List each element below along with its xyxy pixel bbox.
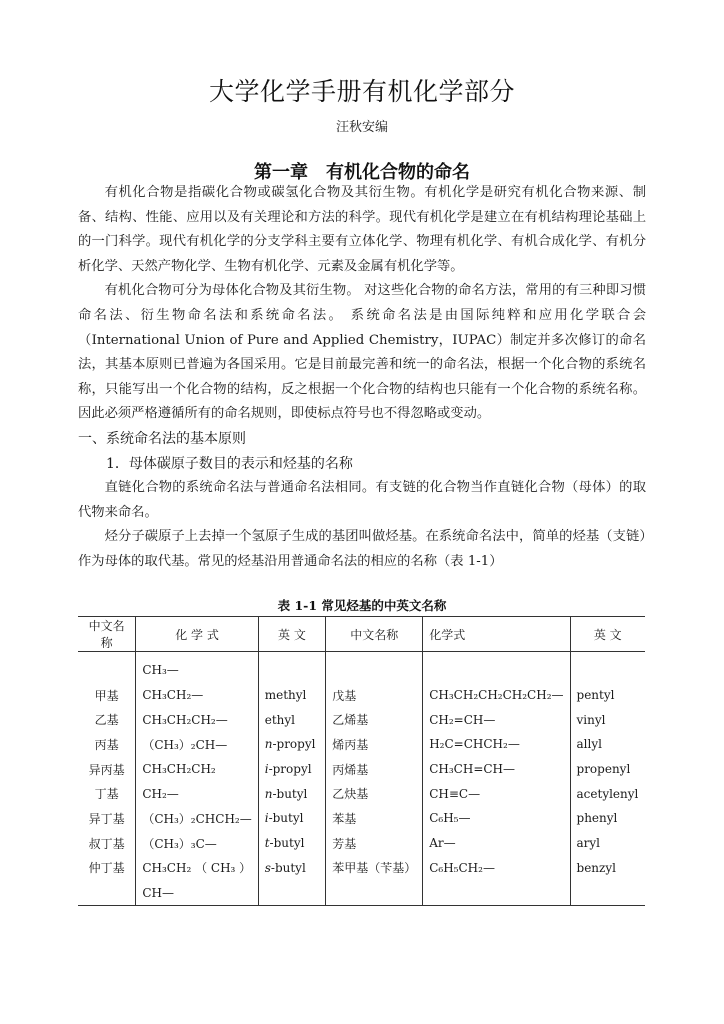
- cn-name-cell: 异丁基: [88, 811, 125, 826]
- formula-cell: CH₂=CH—: [423, 707, 570, 732]
- formula-cell: [423, 652, 570, 683]
- formula-cell: [423, 880, 570, 905]
- formula-cell: H₂C=CHCH₂—: [423, 732, 570, 757]
- formula-cell: CH₃CH₂ （ CH₃ ）: [136, 856, 258, 881]
- english-name-cell: s-butyl: [258, 856, 325, 881]
- formula-cell: （CH₃）₃C—: [136, 831, 258, 856]
- english-name-cell: t-butyl: [258, 831, 325, 856]
- cn-name-cell: [78, 652, 136, 683]
- cn-name-cell: 乙烯基: [326, 707, 423, 732]
- table-row: [78, 707, 645, 732]
- formula-cell: CH—: [136, 880, 258, 905]
- english-name-cell: methyl: [258, 683, 325, 708]
- english-name-cell: i-butyl: [258, 806, 325, 831]
- table-row: [78, 683, 645, 708]
- formula-cell: CH₃CH₂CH₂CH₂CH₂—: [423, 683, 570, 708]
- formula-cell: CH₃CH₂CH₂: [136, 757, 258, 782]
- formula-cell: （CH₃）₂CHCH₂—: [136, 806, 258, 831]
- english-name-cell: [570, 880, 645, 905]
- english-name-cell: [258, 652, 325, 683]
- formula-cell: （CH₃）₂CH—: [136, 732, 258, 757]
- english-name-cell: [258, 880, 325, 905]
- subsection-heading: 1．母体碳原子数目的表示和烃基的名称: [106, 455, 353, 472]
- cn-name-cell: 丙烯基: [326, 757, 423, 782]
- english-name-cell: aryl: [570, 831, 645, 856]
- table-row: [78, 781, 645, 806]
- table-caption: 表 1-1 常见烃基的中英文名称: [277, 598, 447, 613]
- cn-name-cell: 乙炔基: [326, 781, 423, 806]
- cn-name-cell: 仲丁基: [88, 861, 125, 876]
- chapter-title: 第一章 有机化合物的命名: [254, 162, 470, 183]
- paragraph: 有机化合物是指碳化合物或碳氢化合物及其衍生物。有机化学是研究有机化合物来源、制备、结构、性能、应用以及有关理论和方法的科学。现代有机化学是建立在有机结构理论基础上的一门科学。现代有机化学的分支学科主要有立体化学、物理有机化学、有机合成化学、有机分析化学、天然产物化学、生物有机化学、元素及金属有机化学等。: [78, 185, 646, 274]
- cn-name-cell: 烯丙基: [326, 732, 423, 757]
- column-header: 英 文: [570, 617, 645, 652]
- cn-name-cell: 丙基: [94, 737, 119, 752]
- cn-name-cell: 苯基: [326, 806, 423, 831]
- table-row: [78, 856, 645, 881]
- table-row: [78, 806, 645, 831]
- cn-name-cell: 苯甲基（苄基）: [326, 856, 423, 881]
- english-name-cell: n-butyl: [258, 781, 325, 806]
- formula-cell: CH₃—: [136, 652, 258, 683]
- cn-name-cell: 芳基: [326, 831, 423, 856]
- column-header: 化 学 式: [136, 617, 258, 652]
- column-header: 化学式: [423, 617, 570, 652]
- table-row: [78, 652, 645, 683]
- english-name-cell: vinyl: [570, 707, 645, 732]
- english-name-cell: i-propyl: [258, 757, 325, 782]
- cn-name-cell: [326, 652, 423, 683]
- english-name-cell: n-propyl: [258, 732, 325, 757]
- english-name-cell: acetylenyl: [570, 781, 645, 806]
- cn-name-cell: 叔丁基: [88, 836, 125, 851]
- cn-name-cell: 甲基: [94, 688, 119, 703]
- formula-cell: C₆H₅CH₂—: [423, 856, 570, 881]
- formula-cell: C₆H₅—: [423, 806, 570, 831]
- cn-name-cell: [78, 880, 136, 905]
- alkyl-names-table: [78, 616, 645, 906]
- table-row: [78, 732, 645, 757]
- formula-cell: Ar—: [423, 831, 570, 856]
- english-name-cell: pentyl: [570, 683, 645, 708]
- english-name-cell: propenyl: [570, 757, 645, 782]
- section-heading: 一、系统命名法的基本原则: [78, 430, 246, 447]
- cn-name-cell: 异丙基: [88, 762, 125, 777]
- paragraph: 直链化合物的系统命名法与普通命名法相同。有支链的化合物当作直链化合物（母体）的取代物来命名。: [78, 480, 646, 520]
- column-header: 中文名称: [326, 617, 423, 652]
- cn-name-cell: 丁基: [94, 787, 119, 802]
- formula-cell: CH₃CH₂—: [136, 683, 258, 708]
- formula-cell: CH₂—: [136, 781, 258, 806]
- paragraph: 烃分子碳原子上去掉一个氢原子生成的基团叫做烃基。在系统命名法中，简单的烃基（支链）作为母体的取代基。常见的烃基沿用普通命名法的相应的名称（表 1-1）: [78, 529, 646, 569]
- formula-cell: CH₃CH=CH—: [423, 757, 570, 782]
- cn-name-cell: [326, 880, 423, 905]
- paragraph: 有机化合物可分为母体化合物及其衍生物。 对这些化合物的命名方法，常用的有三种即习惯命名法、衍生物命名法和系统命名法。 系统命名法是由国际纯粹和应用化学联合会（International Union of Pure and Applied Chemistry，IUPAC）制定并多次修订的命名法，其基本原则已普遍为各国采用。它是目前最完善和统一的命名法，根据一个化合物的系统名称，只能写出一个化合物的结构，反之根据一个化合物的结构也只能有一个化合物的系统名称。因此必须严格遵循所有的命名规则，即使标点符号也不得忽略或变动。: [78, 283, 646, 422]
- column-header: 中文名称: [78, 617, 136, 652]
- english-name-cell: ethyl: [258, 707, 325, 732]
- table-header-row: [78, 617, 645, 652]
- english-name-cell: phenyl: [570, 806, 645, 831]
- body-section-1: [78, 181, 646, 575]
- table-row: [78, 831, 645, 856]
- document-author: 汪秋安编: [335, 120, 388, 135]
- table-row: [78, 880, 645, 905]
- english-name-cell: [570, 652, 645, 683]
- cn-name-cell: 戊基: [326, 683, 423, 708]
- table-row: [78, 757, 645, 782]
- formula-cell: CH₃CH₂CH₂—: [136, 707, 258, 732]
- english-name-cell: benzyl: [570, 856, 645, 881]
- english-name-cell: allyl: [570, 732, 645, 757]
- document-title: 大学化学手册有机化学部分: [208, 77, 515, 106]
- column-header: 英 文: [258, 617, 325, 652]
- cn-name-cell: 乙基: [94, 713, 119, 728]
- formula-cell: CH≡C—: [423, 781, 570, 806]
